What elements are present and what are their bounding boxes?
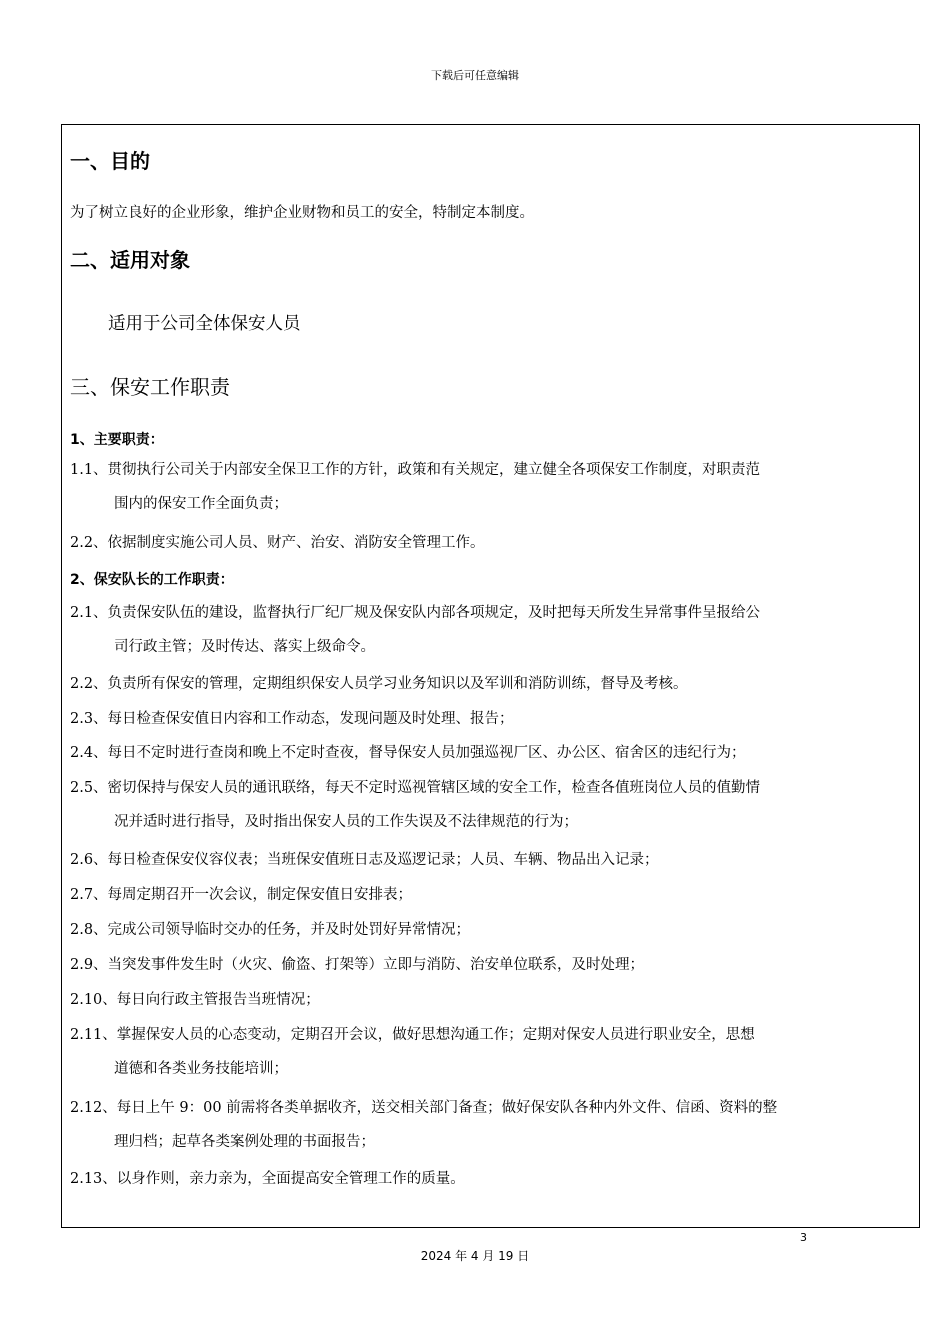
list-item-line1: 2.1、负责保安队伍的建设，监督执行厂纪厂规及保安队内部各项规定，及时把每天所发生异常事件呈报给公 [70, 605, 761, 621]
list-item-line1: 2.7、每周定期召开一次会议，制定保安值日安排表； [70, 887, 413, 903]
list-item [70, 878, 912, 912]
list-item-line1: 2.6、每日检查保安仪容仪表；当班保安值班日志及巡逻记录；人员、车辆、物品出入记录； [70, 852, 659, 868]
list-item-line1: 2.3、每日检查保安值日内容和工作动态，发现问题及时处理、报告； [70, 711, 514, 727]
footer-date: 2024 年 4 月 19 日 [420, 1249, 530, 1263]
list-item [70, 913, 912, 947]
subsection2-title: 2、保安队长的工作职责： [70, 572, 234, 588]
list-item-line1: 2.5、密切保持与保安人员的通讯联络，每天不定时巡视管辖区域的安全工作，检查各值班岗位人员的值勤情 [70, 780, 761, 796]
list-item-line2: 司行政主管；及时传达、落实上级命令。 [114, 639, 375, 655]
list-item-line2: 况并适时进行指导，及时指出保安人员的工作失误及不法律规范的行为； [114, 814, 578, 830]
list-item-line1: 2.13、以身作则，亲力亲为，全面提高安全管理工作的质量。 [70, 1171, 465, 1187]
list-item-line1: 2.12、每日上午 9：00 前需将各类单据收齐，送交相关部门备查；做好保安队各种内外文件、信函、资料的整 [70, 1100, 778, 1116]
list-item [70, 667, 912, 701]
list-item [70, 843, 912, 877]
list-item [70, 1018, 912, 1086]
list-item [70, 983, 912, 1017]
list-item-line2: 围内的保安工作全面负责； [114, 496, 288, 512]
list-item [70, 453, 912, 521]
list-item-line2: 道德和各类业务技能培训； [114, 1061, 288, 1077]
list-item-line1: 2.9、当突发事件发生时（火灾、偷盗、打架等）立即与消防、治安单位联系，及时处理； [70, 957, 645, 973]
list-item [70, 1091, 912, 1159]
list-item-line1: 2.2、负责所有保安的管理，定期组织保安人员学习业务知识以及军训和消防训练，督导及考核。 [70, 676, 688, 692]
list-item [70, 526, 912, 560]
list-item [70, 596, 912, 664]
list-item-line2: 理归档；起草各类案例处理的书面报告； [114, 1134, 375, 1150]
section1-title: 一、目的 [70, 149, 150, 173]
list-item-line1: 2.4、每日不定时进行查岗和晚上不定时查夜，督导保安人员加强巡视厂区、办公区、宿舍区的违纪行为； [70, 745, 746, 761]
list-item-line1: 2.8、完成公司领导临时交办的任务，并及时处罚好异常情况； [70, 922, 471, 938]
list-item [70, 1162, 912, 1196]
list-item [70, 736, 912, 770]
list-item-line1: 2.11、掌握保安人员的心态变动，定期召开会议，做好思想沟通工作；定期对保安人员进行职业安全，思想 [70, 1027, 755, 1043]
section2-title: 二、适用对象 [70, 248, 190, 272]
subsection1-title: 1、主要职责： [70, 432, 164, 448]
section2-text: 适用于公司全体保安人员 [108, 314, 301, 334]
list-item [70, 948, 912, 982]
list-item-line1: 2.10、每日向行政主管报告当班情况； [70, 992, 320, 1008]
section3-title: 三、保安工作职责 [70, 375, 230, 399]
list-item [70, 771, 912, 839]
list-item-line1: 2.2、依据制度实施公司人员、财产、治安、消防安全管理工作。 [70, 535, 485, 551]
list-item [70, 702, 912, 736]
section1-text: 为了树立良好的企业形象，维护企业财物和员工的安全，特制定本制度。 [70, 205, 534, 221]
list-item-line1: 1.1、贯彻执行公司关于内部安全保卫工作的方针，政策和有关规定，建立健全各项保安工作制度，对职责范 [70, 462, 761, 478]
page-number: 3 [800, 1231, 807, 1244]
header-note: 下载后可任意编辑 [431, 69, 519, 82]
